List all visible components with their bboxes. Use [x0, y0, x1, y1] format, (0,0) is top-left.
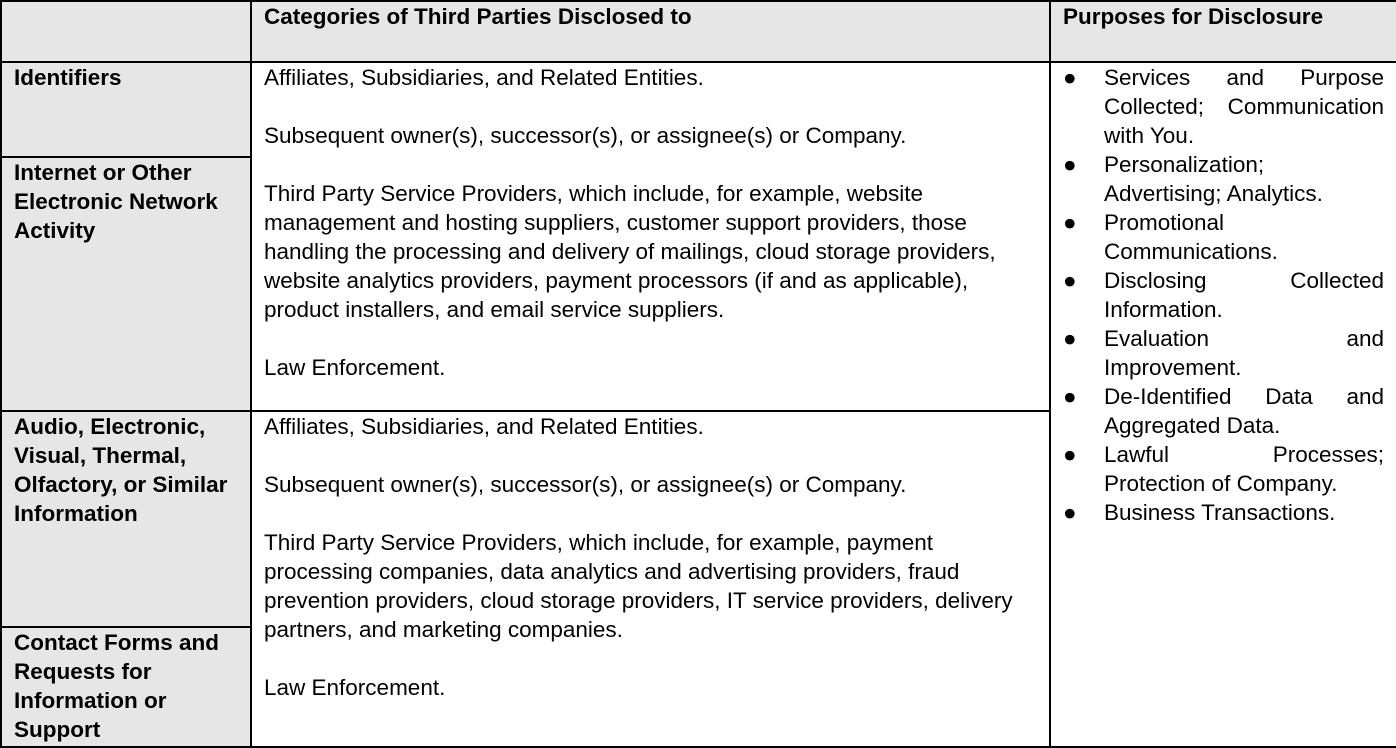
- list-item: [1063, 266, 1384, 324]
- category-identifiers: [1, 62, 251, 157]
- third-party-paragraph: Third Party Service Providers, which include, for example, website management and hosting suppliers, customer support providers, those handling the processing and delivery of mailings, cloud storage providers, website analytics providers, payment processors (if and as applicable), product installers, and email service suppliers.: [264, 181, 996, 322]
- category-contact-forms: [1, 627, 251, 747]
- list-item: [1063, 324, 1384, 382]
- category-audio-visual: [1, 411, 251, 627]
- bullet-icon: ●: [1063, 65, 1077, 90]
- third-party-paragraph: Law Enforcement.: [264, 675, 446, 700]
- bullet-icon: ●: [1063, 326, 1077, 351]
- purposes-list: [1063, 63, 1384, 527]
- purpose-text: Promotional Communications.: [1104, 210, 1278, 264]
- purpose-text: Disclosing Collected Information.: [1104, 268, 1384, 322]
- third-parties-cell-1: [251, 62, 1050, 411]
- third-party-paragraph: Law Enforcement.: [264, 355, 446, 380]
- bullet-icon: ●: [1063, 442, 1077, 467]
- bullet-icon: ●: [1063, 384, 1077, 409]
- purpose-text: De-Identified Data and Aggregated Data.: [1104, 384, 1384, 438]
- header-blank-cell: [1, 1, 251, 62]
- list-item: [1063, 440, 1384, 498]
- header-purposes: Purposes for Disclosure: [1050, 1, 1396, 62]
- category-label: Internet or Other Electronic Network Activity: [14, 160, 218, 243]
- list-item: [1063, 208, 1384, 266]
- bullet-icon: ●: [1063, 210, 1077, 235]
- third-party-paragraph: Affiliates, Subsidiaries, and Related Entities.: [264, 65, 704, 90]
- bullet-icon: ●: [1063, 500, 1077, 525]
- third-party-paragraph: Subsequent owner(s), successor(s), or assignee(s) or Company.: [264, 123, 907, 148]
- third-party-paragraph: Third Party Service Providers, which include, for example, payment processing companies, data analytics and advertising providers, fraud prevention providers, cloud storage providers, IT service providers, delivery partners, and marketing companies.: [264, 530, 1013, 642]
- third-party-paragraph: Subsequent owner(s), successor(s), or assignee(s) or Company.: [264, 472, 907, 497]
- third-party-paragraph: Affiliates, Subsidiaries, and Related Entities.: [264, 414, 704, 439]
- header-row: [1, 1, 1396, 62]
- category-internet-activity: [1, 157, 251, 411]
- category-label: Audio, Electronic, Visual, Thermal, Olfactory, or Similar Information: [14, 414, 228, 526]
- list-item: [1063, 63, 1384, 150]
- bullet-icon: ●: [1063, 268, 1077, 293]
- list-item: [1063, 498, 1384, 527]
- purpose-text: Lawful Processes; Protection of Company.: [1104, 442, 1384, 496]
- category-label: Identifiers: [14, 65, 122, 90]
- third-parties-cell-2: [251, 411, 1050, 747]
- purpose-text: Personalization; Advertising; Analytics.: [1104, 152, 1323, 206]
- list-item: [1063, 150, 1384, 208]
- purpose-text: Business Transactions.: [1104, 500, 1336, 525]
- list-item: [1063, 382, 1384, 440]
- bullet-icon: ●: [1063, 152, 1077, 177]
- header-third-parties: Categories of Third Parties Disclosed to: [251, 1, 1050, 62]
- table-row: [1, 62, 1396, 157]
- purpose-text: Services and Purpose Collected; Communication with You.: [1104, 65, 1384, 148]
- category-label: Contact Forms and Requests for Information or Support: [14, 630, 220, 742]
- purpose-text: Evaluation and Improvement.: [1104, 326, 1384, 380]
- purposes-cell: [1050, 62, 1396, 747]
